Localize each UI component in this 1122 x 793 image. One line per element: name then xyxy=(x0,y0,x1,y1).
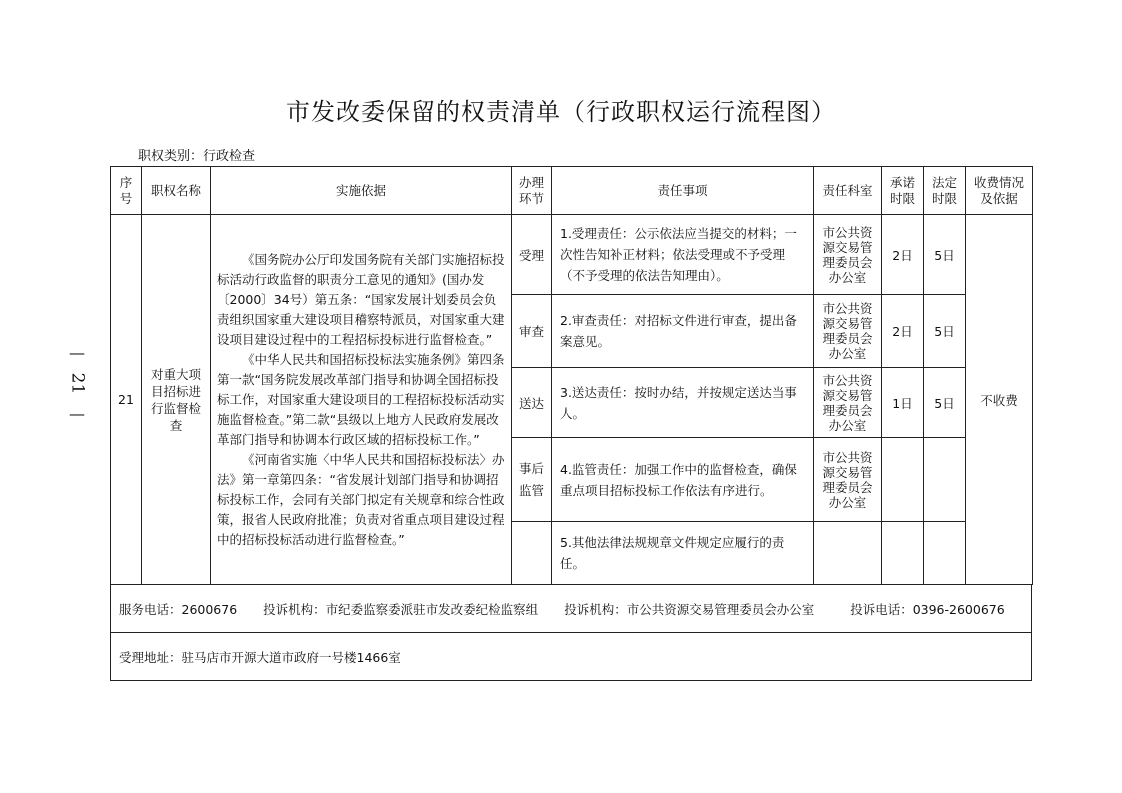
complaint-org-2: 投诉机构：市公共资源交易管理委员会办公室 xyxy=(564,601,815,617)
step-stage: 审查 xyxy=(512,295,552,368)
header-fee: 收费情况及依据 xyxy=(966,167,1033,215)
page-title: 市发改委保留的权责清单（行政职权运行流程图） xyxy=(286,98,836,126)
step-stage: 送达 xyxy=(512,368,552,438)
step-duty: 2.审查责任：对招标文件进行审查，提出备案意见。 xyxy=(552,295,814,368)
step-stage: 受理 xyxy=(512,215,552,295)
step-duty: 3.送达责任：按时办结，并按规定送达当事人。 xyxy=(552,368,814,438)
step-dept: 市公共资源交易管理委员会办公室 xyxy=(814,438,882,522)
address-row xyxy=(111,633,1032,681)
step-promise: 2日 xyxy=(882,215,924,295)
header-dept: 责任科室 xyxy=(814,167,882,215)
address-cell: 受理地址：驻马店市开源大道市政府一号楼1466室 xyxy=(111,633,1032,681)
step-dept xyxy=(814,522,882,585)
row-power-name: 对重大项目招标进行监督检查 xyxy=(142,215,211,585)
step-promise: 1日 xyxy=(882,368,924,438)
step-duty: 1.受理责任：公示依法应当提交的材料；一次性告知补正材料；依法受理或不予受理（不予受理的依法告知理由）。 xyxy=(552,215,814,295)
step-legal xyxy=(924,438,966,522)
header-legal: 法定时限 xyxy=(924,167,966,215)
header-stage: 办理环节 xyxy=(512,167,552,215)
row-no: 21 xyxy=(111,215,142,585)
step-legal: 5日 xyxy=(924,295,966,368)
responsibility-table xyxy=(110,166,1033,585)
contact-table xyxy=(110,584,1032,681)
step-legal: 5日 xyxy=(924,215,966,295)
header-duty: 责任事项 xyxy=(552,167,814,215)
step-stage xyxy=(512,522,552,585)
table-header-row xyxy=(111,167,1033,215)
step-promise xyxy=(882,438,924,522)
step-duty: 5.其他法律法规规章文件规定应履行的责任。 xyxy=(552,522,814,585)
complaint-phone: 投诉电话：0396-2600676 xyxy=(850,601,1005,617)
power-category: 职权类别：行政检查 xyxy=(138,149,256,164)
step-dept: 市公共资源交易管理委员会办公室 xyxy=(814,215,882,295)
header-promise: 承诺时限 xyxy=(882,167,924,215)
complaint-org-1: 投诉机构：市纪委监察委派驻市发改委纪检监察组 xyxy=(263,601,539,617)
header-no: 序号 xyxy=(111,167,142,215)
row-fee: 不收费 xyxy=(966,215,1033,585)
step-promise: 2日 xyxy=(882,295,924,368)
header-basis: 实施依据 xyxy=(211,167,512,215)
row-basis xyxy=(211,215,512,585)
page-number-value: 21 xyxy=(67,372,88,395)
step-stage: 事后监管 xyxy=(512,438,552,522)
page-number xyxy=(62,345,92,422)
page-number-dash-top: — xyxy=(69,343,85,362)
basis-paragraph: 《河南省实施〈中华人民共和国招标投标法〉办法》第一章第四条：“省发展计划部门指导和协调招标投标工作，会同有关部门拟定有关规章和综合性政策，报省人民政府批准；负责对省重点项目建设过程中的招标投标活动进行监督检查。” xyxy=(217,451,505,547)
step-legal xyxy=(924,522,966,585)
contact-cell xyxy=(111,585,1032,633)
step-dept: 市公共资源交易管理委员会办公室 xyxy=(814,368,882,438)
step-promise xyxy=(882,522,924,585)
contact-row xyxy=(111,585,1032,633)
table-row xyxy=(111,215,1033,295)
basis-paragraph: 《国务院办公厅印发国务院有关部门实施招标投标活动行政监督的职责分工意见的通知》(国办发〔2000〕34号）第五条：“国家发展计划委员会负责组织国家重大建设项目稽察特派员，对国家重大建设项目建设过程中的工程招标投标进行监督检查。” xyxy=(217,251,505,347)
basis-paragraph: 《中华人民共和国招标投标法实施条例》第四条第一款“国务院发展改革部门指导和协调全国招标投标工作，对国家重大建设项目的工程招标投标活动实施监督检查。”第二款“县级以上地方人民政府发展改革部门指导和协调本行政区域的招标投标工作。” xyxy=(217,351,505,447)
header-name: 职权名称 xyxy=(142,167,211,215)
page-number-dash-bottom: — xyxy=(69,404,85,423)
step-duty: 4.监管责任：加强工作中的监督检查，确保重点项目招标投标工作依法有序进行。 xyxy=(552,438,814,522)
service-phone: 服务电话：2600676 xyxy=(119,601,238,617)
step-legal: 5日 xyxy=(924,368,966,438)
step-dept: 市公共资源交易管理委员会办公室 xyxy=(814,295,882,368)
